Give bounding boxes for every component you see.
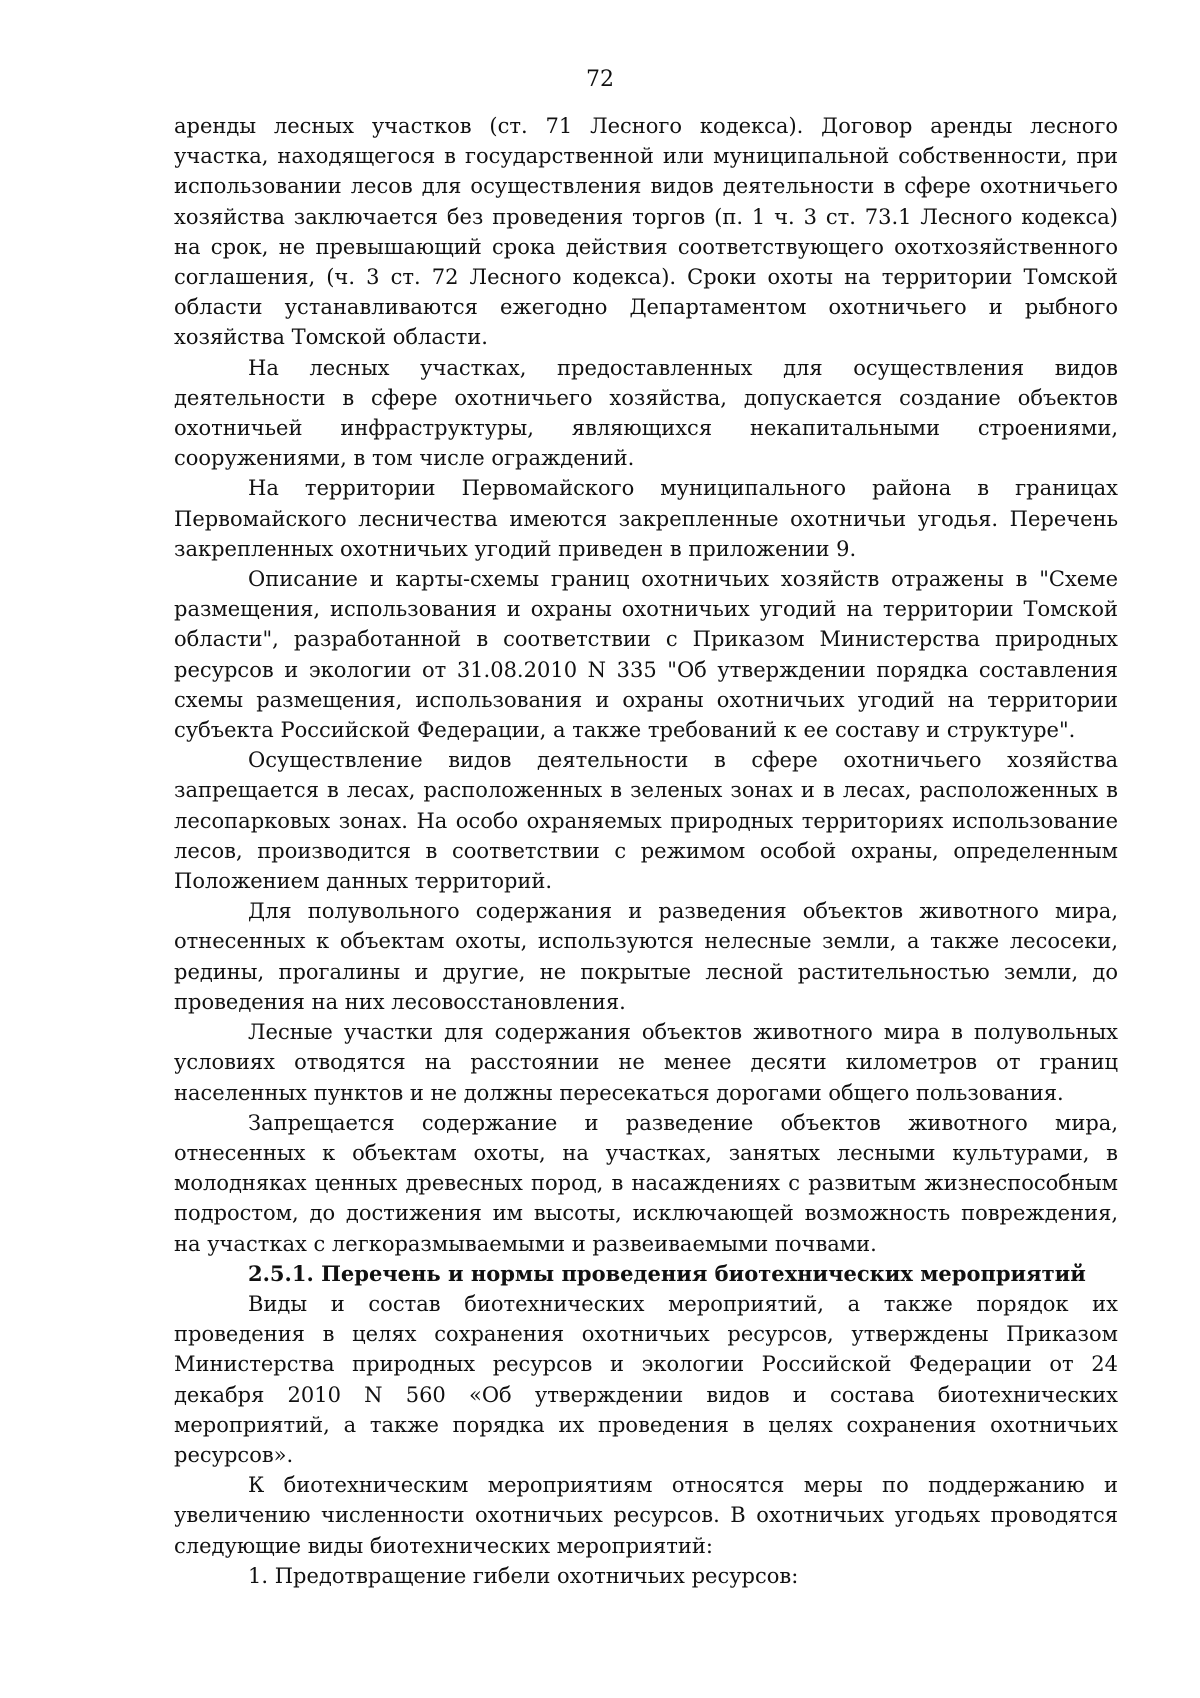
paragraph-prohibitions: Запрещается содержание и разведение объектов животного мира, отнесенных к объектам охоты, на участках, занятых лесными культурами, в молодняках ценных древесных пород, в насаждениях с развитым жизнеспособным подростом, до достижения им высоты, исключающей возможность повреждения, на участках с легкоразмываемыми и развеиваемыми почвами. xyxy=(174,1110,1118,1256)
paragraph-distance-requirement: Лесные участки для содержания объектов животного мира в полувольных условиях отводятся на расстоянии не менее десяти километров от границ населенных пунктов и не должны пересекаться дорогами общего пользования. xyxy=(174,1020,1118,1105)
paragraph-scheme-description: Описание и карты-схемы границ охотничьих хозяйств отражены в "Схеме размещения, использования и охраны охотничьих угодий на территории Томской области", разработанной в соответствии с Приказом Министерства природных ресурсов и экологии от 31.08.2010 N 335 "Об утверждении порядка составления схемы размещения, использования и охраны охотничьих угодий на территории субъекта Российской Федерации, а также требований к ее составу и структуре". xyxy=(174,567,1118,743)
paragraph-semi-free-keeping: Для полувольного содержания и разведения объектов животного мира, отнесенных к объектам охоты, используются нелесные земли, а также лесосеки, редины, прогалины и другие, не покрытые лесной растительностью земли, до проведения на них лесовосстановления. xyxy=(174,899,1118,1014)
paragraph-biotech-measures: К биотехническим мероприятиям относятся меры по поддержанию и увеличению численности охотничьих ресурсов. В охотничьих угодьях проводятся следующие виды биотехнических мероприятий: xyxy=(174,1473,1118,1558)
paragraph-prohibited-zones: Осуществление видов деятельности в сфере охотничьего хозяйства запрещается в лесах, расположенных в зеленых зонах и в лесах, расположенных в лесопарковых зонах. На особо охраняемых природных территориях использование лесов, производится в соответствии с режимом особой охраны, определенным Положением данных территорий. xyxy=(174,748,1118,894)
paragraph-hunting-grounds: На территории Первомайского муниципального района в границах Первомайского лесничества имеются закрепленные охотничьи угодья. Перечень закрепленных охотничьих угодий приведен в приложении 9. xyxy=(174,476,1118,561)
page-number: 72 xyxy=(586,67,614,92)
paragraph-biotech-order: Виды и состав биотехнических мероприятий, а также порядок их проведения в целях сохранения охотничьих ресурсов, утверждены Приказом Министерства природных ресурсов и экологии Российской Федерации от 24 декабря 2010 N 560 «Об утверждении видов и состава биотехнических мероприятий, а также порядка их проведения в целях сохранения охотничьих ресурсов». xyxy=(174,1291,1118,1467)
document-body xyxy=(174,111,1118,1591)
section-heading: 2.5.1. Перечень и нормы проведения биотехнических мероприятий xyxy=(248,1260,1086,1286)
paragraph-lease-terms: аренды лесных участков (ст. 71 Лесного кодекса). Договор аренды лесного участка, находящегося в государственной или муниципальной собственности, при использовании лесов для осуществления видов деятельности в сфере охотничьего хозяйства заключается без проведения торгов (п. 1 ч. 3 ст. 73.1 Лесного кодекса) на срок, не превышающий срока действия соответствующего охотхозяйственного соглашения, (ч. 3 ст. 72 Лесного кодекса). Сроки охоты на территории Томской области устанавливаются ежегодно Департаментом охотничьего и рыбного хозяйства Томской области. xyxy=(174,114,1118,350)
list-item-prevention: 1. Предотвращение гибели охотничьих ресурсов: xyxy=(248,1563,799,1588)
paragraph-infrastructure: На лесных участках, предоставленных для осуществления видов деятельности в сфере охотничьего хозяйства, допускается создание объектов охотничьей инфраструктуры, являющихся некапитальными строениями, сооружениями, в том числе ограждений. xyxy=(174,355,1118,471)
